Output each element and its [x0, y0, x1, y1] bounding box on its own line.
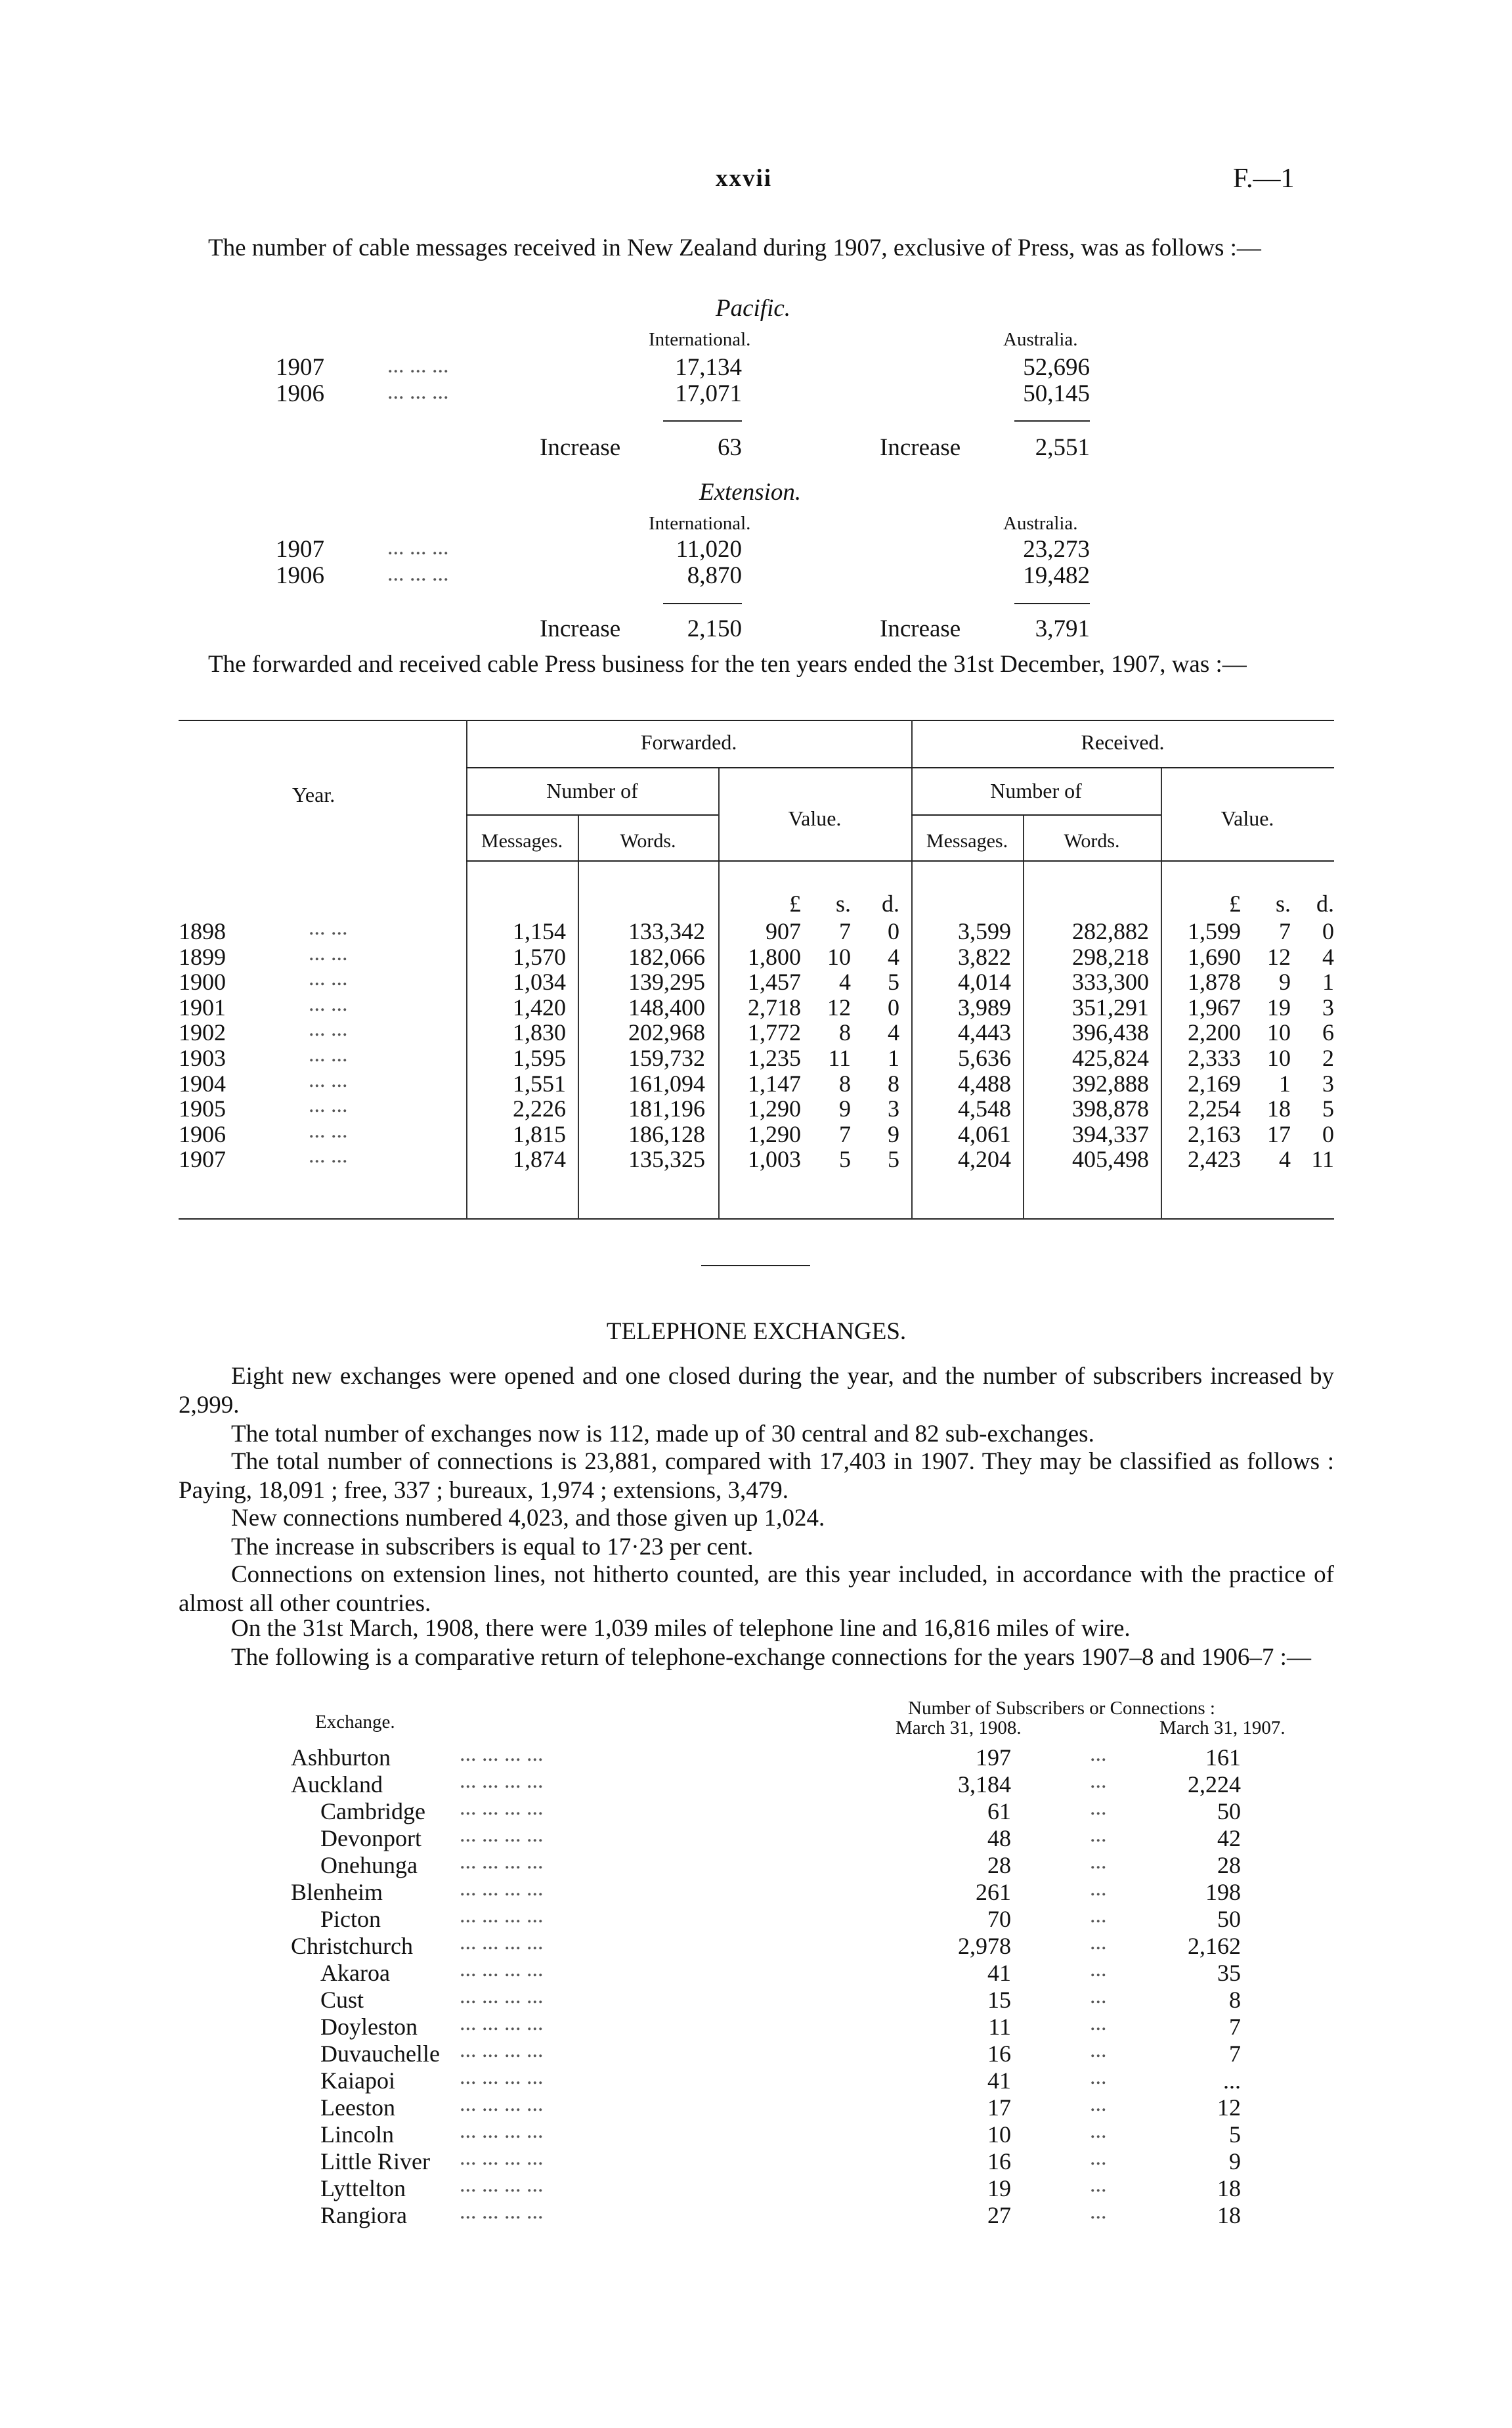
exchange-name: Rangiora	[320, 2202, 407, 2228]
exchange-value-1908: 41	[987, 2067, 1011, 2094]
pacific-sum-rule-1	[663, 420, 742, 422]
leader-dots: ...	[1090, 1903, 1107, 1928]
exchange-value-1907: 12	[1217, 2094, 1241, 2121]
extension-sum-rule-1	[663, 603, 742, 604]
extension-increase-label: Increase	[540, 615, 621, 642]
press-row-f-shillings: 5	[839, 1146, 851, 1173]
cable-row-international: 8,870	[687, 562, 742, 589]
press-table-header-rule	[466, 860, 1334, 862]
cable-intro-paragraph: The number of cable messages received in New Zealand during 1907, exclusive of Press, was as follows :—	[208, 234, 1261, 261]
leader-dots: ... ...	[309, 1017, 348, 1042]
press-row-f-pounds: 1,290	[748, 1095, 801, 1122]
press-row-r-shillings: 10	[1267, 1045, 1291, 1071]
press-row-f-messages: 2,226	[513, 1095, 566, 1122]
exchange-value-1908: 2,978	[958, 1933, 1011, 1959]
leader-dots: ... ... ...	[387, 562, 449, 586]
press-row-r-words: 394,337	[1072, 1120, 1149, 1147]
leader-dots: ...	[1090, 1849, 1107, 1874]
exchange-value-1908: 261	[976, 1879, 1011, 1905]
press-row-f-messages: 1,034	[513, 969, 566, 996]
extension-increase-international: 2,150	[687, 615, 742, 642]
press-header-r-value: Value.	[1220, 806, 1274, 830]
leader-dots: ... ... ... ...	[460, 2038, 544, 2062]
press-row-year: 1898	[179, 918, 226, 944]
exchange-value-1907: 50	[1217, 1798, 1241, 1824]
leader-dots: ... ... ...	[387, 380, 449, 404]
exchange-name: Little River	[320, 2148, 430, 2174]
leader-dots: ...	[1090, 2173, 1107, 2197]
press-row-f-shillings: 10	[827, 943, 851, 970]
press-row-year: 1906	[179, 1120, 226, 1147]
press-currency-f-shillings: s.	[835, 891, 851, 917]
press-row-f-shillings: 8	[839, 1019, 851, 1046]
page-number: xxvii	[716, 165, 773, 192]
press-row-f-pounds: 1,772	[748, 1019, 801, 1046]
pacific-increase-international: 63	[718, 434, 742, 461]
press-row-r-words: 333,300	[1072, 969, 1149, 996]
press-row-year: 1900	[179, 969, 226, 996]
press-row-f-words: 186,128	[628, 1120, 705, 1147]
cable-row-international: 17,071	[675, 380, 742, 407]
leader-dots: ... ... ... ...	[460, 2146, 544, 2170]
leader-dots: ... ...	[309, 1093, 348, 1118]
press-row-r-messages: 3,599	[958, 918, 1011, 944]
exchange-value-1907: 42	[1217, 1825, 1241, 1851]
press-row-r-pounds: 1,690	[1188, 943, 1241, 970]
press-table-sub-rule-r	[911, 814, 1161, 816]
cable-row-australia: 50,145	[1023, 380, 1090, 407]
leader-dots: ... ... ... ...	[460, 1984, 544, 2008]
press-row-r-messages: 4,488	[958, 1070, 1011, 1097]
press-row-year: 1904	[179, 1070, 226, 1097]
press-row-f-messages: 1,815	[513, 1120, 566, 1147]
press-row-f-shillings: 7	[839, 1120, 851, 1147]
pacific-increase-label: Increase	[540, 434, 621, 461]
exchange-value-1907: 5	[1229, 2121, 1241, 2148]
exchange-value-1907: 161	[1205, 1744, 1241, 1771]
leader-dots: ... ... ...	[387, 353, 449, 378]
exchange-value-1907: 18	[1217, 2175, 1241, 2201]
press-row-f-pence: 1	[888, 1045, 899, 1071]
leader-dots: ... ... ... ...	[460, 2119, 544, 2143]
press-table-group-rule-forwarded	[466, 767, 1334, 768]
extension-col-international: International.	[649, 513, 751, 534]
cable-row-international: 17,134	[675, 354, 742, 381]
press-row-year: 1901	[179, 994, 226, 1021]
press-row-f-pounds: 1,457	[748, 969, 801, 996]
exchange-value-1908: 197	[976, 1744, 1011, 1771]
exchange-name: Leeston	[320, 2094, 395, 2121]
leader-dots: ... ... ... ...	[460, 1930, 544, 1954]
telephone-paragraph: On the 31st March, 1908, there were 1,039 miles of telephone line and 16,816 miles of wire.	[231, 1615, 1131, 1642]
press-row-f-pence: 5	[888, 969, 899, 996]
press-row-f-shillings: 12	[827, 994, 851, 1021]
pacific-increase-australia: 2,551	[1035, 434, 1090, 461]
exchange-value-1908: 3,184	[958, 1771, 1011, 1798]
press-row-f-pounds: 907	[766, 918, 801, 944]
pacific-col-international: International.	[649, 329, 751, 350]
press-row-r-shillings: 18	[1267, 1095, 1291, 1122]
pacific-sum-rule-2	[1014, 420, 1090, 422]
press-currency-f-pence: d.	[882, 891, 899, 917]
leader-dots: ...	[1090, 2119, 1107, 2143]
press-row-r-pence: 6	[1322, 1019, 1334, 1046]
leader-dots: ...	[1090, 2011, 1107, 2035]
exchange-value-1907: 2,224	[1188, 1771, 1241, 1798]
exchange-value-1907: 35	[1217, 1960, 1241, 1986]
leader-dots: ...	[1090, 2199, 1107, 2224]
press-row-r-pounds: 2,163	[1188, 1120, 1241, 1147]
leader-dots: ... ... ... ...	[460, 1742, 544, 1766]
press-header-r-words: Words.	[1064, 830, 1120, 852]
press-row-year: 1907	[179, 1146, 226, 1173]
press-row-f-messages: 1,420	[513, 994, 566, 1021]
extension-increase-australia: 3,791	[1035, 615, 1090, 642]
leader-dots: ... ... ...	[387, 535, 449, 560]
pacific-col-australia: Australia.	[1003, 329, 1078, 350]
press-row-r-messages: 4,014	[958, 969, 1011, 996]
leader-dots: ... ... ... ...	[460, 1796, 544, 1820]
telephone-paragraph: New connections numbered 4,023, and those given up 1,024.	[231, 1505, 825, 1532]
cable-row-international: 11,020	[676, 536, 742, 563]
press-row-r-words: 351,291	[1072, 994, 1149, 1021]
press-row-r-shillings: 17	[1267, 1120, 1291, 1147]
press-row-r-shillings: 9	[1279, 969, 1291, 996]
telephone-paragraph: The increase in subscribers is equal to 17·23 per cent.	[231, 1534, 754, 1560]
press-row-r-pounds: 2,254	[1188, 1095, 1241, 1122]
leader-dots: ...	[1090, 1822, 1107, 1847]
exchange-value-1908: 10	[987, 2121, 1011, 2148]
press-row-r-messages: 3,822	[958, 943, 1011, 970]
exchange-value-1908: 27	[987, 2202, 1011, 2228]
press-row-year: 1905	[179, 1095, 226, 1122]
exchange-value-1907: 28	[1217, 1852, 1241, 1878]
telephone-heading: TELEPHONE EXCHANGES.	[606, 1318, 907, 1345]
cable-row-australia: 23,273	[1023, 536, 1090, 563]
exchange-value-1908: 28	[987, 1852, 1011, 1878]
exchange-name: Cust	[320, 1987, 364, 2013]
exchange-value-1908: 70	[987, 1906, 1011, 1932]
press-row-r-pounds: 2,169	[1188, 1070, 1241, 1097]
exchange-name: Doyleston	[320, 2014, 418, 2040]
cable-row-australia: 19,482	[1023, 562, 1090, 589]
cable-row-year: 1907	[276, 354, 324, 381]
exchange-name: Duvauchelle	[320, 2041, 440, 2067]
press-row-f-pence: 0	[888, 994, 899, 1021]
leader-dots: ...	[1090, 1876, 1107, 1901]
press-row-r-words: 398,878	[1072, 1095, 1149, 1122]
exchange-name: Lyttelton	[320, 2175, 406, 2201]
telephone-paragraph: Eight new exchanges were opened and one closed during the year, and the number of subscribers increased by 2,999.	[179, 1363, 1334, 1419]
cable-row-year: 1906	[276, 380, 324, 407]
leader-dots: ... ... ... ...	[460, 1903, 544, 1928]
leader-dots: ... ... ... ...	[460, 2199, 544, 2224]
leader-dots: ... ...	[309, 1118, 348, 1143]
press-row-r-shillings: 19	[1267, 994, 1291, 1021]
press-header-f-number-of: Number of	[546, 779, 638, 803]
march-1907-header: March 31, 1907.	[1159, 1717, 1285, 1738]
exchange-value-1907: 7	[1229, 2014, 1241, 2040]
press-row-f-pence: 9	[888, 1120, 899, 1147]
cable-row-year: 1906	[276, 562, 324, 589]
pacific-increase-label-2: Increase	[880, 434, 961, 461]
exchange-value-1907: 18	[1217, 2202, 1241, 2228]
exchange-name: Cambridge	[320, 1798, 425, 1824]
press-header-f-value: Value.	[788, 806, 842, 830]
page-reference: F.—1	[1233, 164, 1295, 194]
press-row-f-messages: 1,595	[513, 1045, 566, 1071]
press-row-f-words: 139,295	[628, 969, 705, 996]
press-table-vline-f-words	[718, 768, 720, 1219]
press-row-f-pounds: 1,235	[748, 1045, 801, 1071]
press-row-f-pence: 4	[888, 1019, 899, 1046]
exchange-name: Auckland	[291, 1771, 383, 1798]
press-row-r-messages: 5,636	[958, 1045, 1011, 1071]
leader-dots: ...	[1090, 1742, 1107, 1766]
leader-dots: ... ...	[309, 1143, 348, 1168]
exchange-value-1908: 16	[987, 2041, 1011, 2067]
press-header-f-words: Words.	[620, 830, 676, 852]
telephone-paragraph: The total number of exchanges now is 112, made up of 30 central and 82 sub-exchanges.	[231, 1421, 1094, 1447]
press-row-r-words: 282,882	[1072, 918, 1149, 944]
leader-dots: ... ...	[309, 1042, 348, 1067]
press-row-f-shillings: 8	[839, 1070, 851, 1097]
press-row-year: 1899	[179, 943, 226, 970]
leader-dots: ...	[1090, 2092, 1107, 2116]
telephone-paragraph: Connections on extension lines, not hitherto counted, are this year included, in accordance with the practice of almost all other countries.	[179, 1561, 1334, 1617]
press-row-f-pence: 3	[888, 1095, 899, 1122]
leader-dots: ... ... ... ...	[460, 2173, 544, 2197]
leader-dots: ... ...	[309, 991, 348, 1016]
press-row-r-pounds: 2,200	[1188, 1019, 1241, 1046]
press-row-f-messages: 1,874	[513, 1146, 566, 1173]
press-row-r-shillings: 10	[1267, 1019, 1291, 1046]
press-row-r-pence: 1	[1322, 969, 1334, 996]
press-row-f-shillings: 7	[839, 918, 851, 944]
exchange-value-1907: 198	[1205, 1879, 1241, 1905]
press-row-f-pence: 4	[888, 943, 899, 970]
press-currency-r-pounds: £	[1229, 891, 1241, 917]
leader-dots: ... ... ... ...	[460, 1822, 544, 1847]
leader-dots: ...	[1090, 2065, 1107, 2089]
press-row-r-pounds: 2,423	[1188, 1146, 1241, 1173]
press-row-r-shillings: 7	[1279, 918, 1291, 944]
exchange-value-1908: 48	[987, 1825, 1011, 1851]
exchange-name: Akaroa	[320, 1960, 390, 1986]
press-row-r-pence: 4	[1322, 943, 1334, 970]
extension-heading: Extension.	[699, 479, 802, 506]
exchange-value-1907: 50	[1217, 1906, 1241, 1932]
press-row-r-pence: 5	[1322, 1095, 1334, 1122]
press-row-r-pence: 3	[1322, 994, 1334, 1021]
exchange-value-1908: 16	[987, 2148, 1011, 2174]
telephone-paragraph: The following is a comparative return of telephone-exchange connections for the years 1907–8 and 1906–7 :—	[231, 1644, 1311, 1671]
leader-dots: ...	[1090, 1984, 1107, 2008]
press-row-r-words: 392,888	[1072, 1070, 1149, 1097]
press-row-r-pence: 11	[1311, 1146, 1334, 1173]
exchange-value-1908: 17	[987, 2094, 1011, 2121]
extension-col-australia: Australia.	[1003, 513, 1078, 534]
press-row-f-messages: 1,570	[513, 943, 566, 970]
extension-sum-rule-2	[1014, 603, 1090, 604]
press-row-f-words: 182,066	[628, 943, 705, 970]
press-row-r-pence: 0	[1322, 918, 1334, 944]
section-divider	[701, 1265, 810, 1266]
leader-dots: ...	[1090, 2146, 1107, 2170]
press-row-f-pence: 0	[888, 918, 899, 944]
telephone-paragraph: The total number of connections is 23,881, compared with 17,403 in 1907. They may be classified as follows : Paying, 18,091 ; free, 337 ; bureaux, 1,974 ; extensions, 3,479.	[179, 1448, 1334, 1504]
exchange-value-1908: 41	[987, 1960, 1011, 1986]
exchange-name: Picton	[320, 1906, 381, 1932]
press-row-r-messages: 3,989	[958, 994, 1011, 1021]
press-row-f-pence: 5	[888, 1146, 899, 1173]
press-intro-paragraph: The forwarded and received cable Press business for the ten years ended the 31st December, 1907, was :—	[208, 651, 1247, 678]
press-row-f-shillings: 9	[839, 1095, 851, 1122]
leader-dots: ... ...	[309, 940, 348, 965]
cable-row-year: 1907	[276, 536, 324, 563]
extension-increase-label-2: Increase	[880, 615, 961, 642]
pacific-heading: Pacific.	[716, 295, 791, 322]
press-row-f-words: 181,196	[628, 1095, 705, 1122]
press-row-f-words: 159,732	[628, 1045, 705, 1071]
exchange-value-1907: 2,162	[1188, 1933, 1241, 1959]
press-row-r-pence: 2	[1322, 1045, 1334, 1071]
press-row-r-shillings: 12	[1267, 943, 1291, 970]
exchange-name: Christchurch	[291, 1933, 413, 1959]
leader-dots: ... ...	[309, 966, 348, 991]
leader-dots: ... ...	[309, 916, 348, 940]
leader-dots: ... ... ... ...	[460, 1957, 544, 1981]
leader-dots: ... ...	[309, 1067, 348, 1092]
press-row-r-pence: 0	[1322, 1120, 1334, 1147]
number-header: Number of Subscribers or Connections :	[908, 1698, 1215, 1719]
press-currency-f-pounds: £	[789, 891, 801, 917]
press-row-f-words: 202,968	[628, 1019, 705, 1046]
exchange-name: Lincoln	[320, 2121, 394, 2148]
press-row-f-pounds: 1,800	[748, 943, 801, 970]
exchange-name: Blenheim	[291, 1879, 383, 1905]
leader-dots: ...	[1090, 1769, 1107, 1793]
exchange-header: Exchange.	[315, 1711, 395, 1733]
press-row-r-words: 396,438	[1072, 1019, 1149, 1046]
press-header-forwarded: Forwarded.	[640, 730, 737, 754]
leader-dots: ...	[1090, 2038, 1107, 2062]
exchange-value-1907: 7	[1229, 2041, 1241, 2067]
leader-dots: ...	[1090, 1796, 1107, 1820]
press-header-r-messages: Messages.	[926, 830, 1008, 852]
exchange-name: Devonport	[320, 1825, 421, 1851]
press-row-f-words: 148,400	[628, 994, 705, 1021]
exchange-name: Kaiapoi	[320, 2067, 395, 2094]
leader-dots: ... ... ... ...	[460, 2011, 544, 2035]
press-header-f-messages: Messages.	[481, 830, 563, 852]
press-row-f-pounds: 1,290	[748, 1120, 801, 1147]
press-currency-r-pence: d.	[1316, 891, 1334, 917]
exchange-value-1907: 8	[1229, 1987, 1241, 2013]
press-row-f-shillings: 11	[828, 1045, 851, 1071]
press-row-f-pence: 8	[888, 1070, 899, 1097]
press-table-sub-rule-f	[466, 814, 718, 816]
press-row-f-messages: 1,154	[513, 918, 566, 944]
press-row-year: 1903	[179, 1045, 226, 1071]
press-row-r-words: 298,218	[1072, 943, 1149, 970]
press-row-f-words: 133,342	[628, 918, 705, 944]
press-row-f-pounds: 2,718	[748, 994, 801, 1021]
exchange-value-1907: ...	[1223, 2067, 1241, 2094]
press-row-r-words: 425,824	[1072, 1045, 1149, 1071]
cable-row-australia: 52,696	[1023, 354, 1090, 381]
exchange-value-1908: 19	[987, 2175, 1011, 2201]
press-row-r-messages: 4,204	[958, 1146, 1011, 1173]
press-row-f-shillings: 4	[839, 969, 851, 996]
press-row-f-words: 135,325	[628, 1146, 705, 1173]
leader-dots: ... ... ... ...	[460, 1769, 544, 1793]
exchange-value-1908: 11	[988, 2014, 1011, 2040]
press-row-f-pounds: 1,003	[748, 1146, 801, 1173]
exchange-name: Ashburton	[291, 1744, 391, 1771]
press-row-r-messages: 4,061	[958, 1120, 1011, 1147]
press-row-r-messages: 4,443	[958, 1019, 1011, 1046]
press-row-r-pounds: 1,599	[1188, 918, 1241, 944]
leader-dots: ...	[1090, 1930, 1107, 1954]
exchange-value-1908: 61	[987, 1798, 1011, 1824]
press-row-f-words: 161,094	[628, 1070, 705, 1097]
press-row-r-shillings: 1	[1279, 1070, 1291, 1097]
press-row-r-pounds: 1,967	[1188, 994, 1241, 1021]
leader-dots: ... ... ... ...	[460, 2065, 544, 2089]
leader-dots: ... ... ... ...	[460, 1876, 544, 1901]
exchange-value-1907: 9	[1229, 2148, 1241, 2174]
press-row-r-messages: 4,548	[958, 1095, 1011, 1122]
press-header-year: Year.	[292, 783, 335, 806]
press-row-f-messages: 1,830	[513, 1019, 566, 1046]
press-row-r-shillings: 4	[1279, 1146, 1291, 1173]
exchange-name: Onehunga	[320, 1852, 418, 1878]
press-row-f-pounds: 1,147	[748, 1070, 801, 1097]
leader-dots: ... ... ... ...	[460, 1849, 544, 1874]
press-row-f-messages: 1,551	[513, 1070, 566, 1097]
press-row-r-words: 405,498	[1072, 1146, 1149, 1173]
press-currency-r-shillings: s.	[1275, 891, 1291, 917]
press-table-top-rule	[179, 720, 1334, 721]
press-row-r-pounds: 2,333	[1188, 1045, 1241, 1071]
press-row-r-pounds: 1,878	[1188, 969, 1241, 996]
exchange-value-1908: 15	[987, 1987, 1011, 2013]
press-header-received: Received.	[1081, 730, 1165, 754]
press-header-r-number-of: Number of	[990, 779, 1082, 803]
leader-dots: ...	[1090, 1957, 1107, 1981]
press-row-r-pence: 3	[1322, 1070, 1334, 1097]
press-row-year: 1902	[179, 1019, 226, 1046]
leader-dots: ... ... ... ...	[460, 2092, 544, 2116]
march-1908-header: March 31, 1908.	[896, 1717, 1022, 1738]
